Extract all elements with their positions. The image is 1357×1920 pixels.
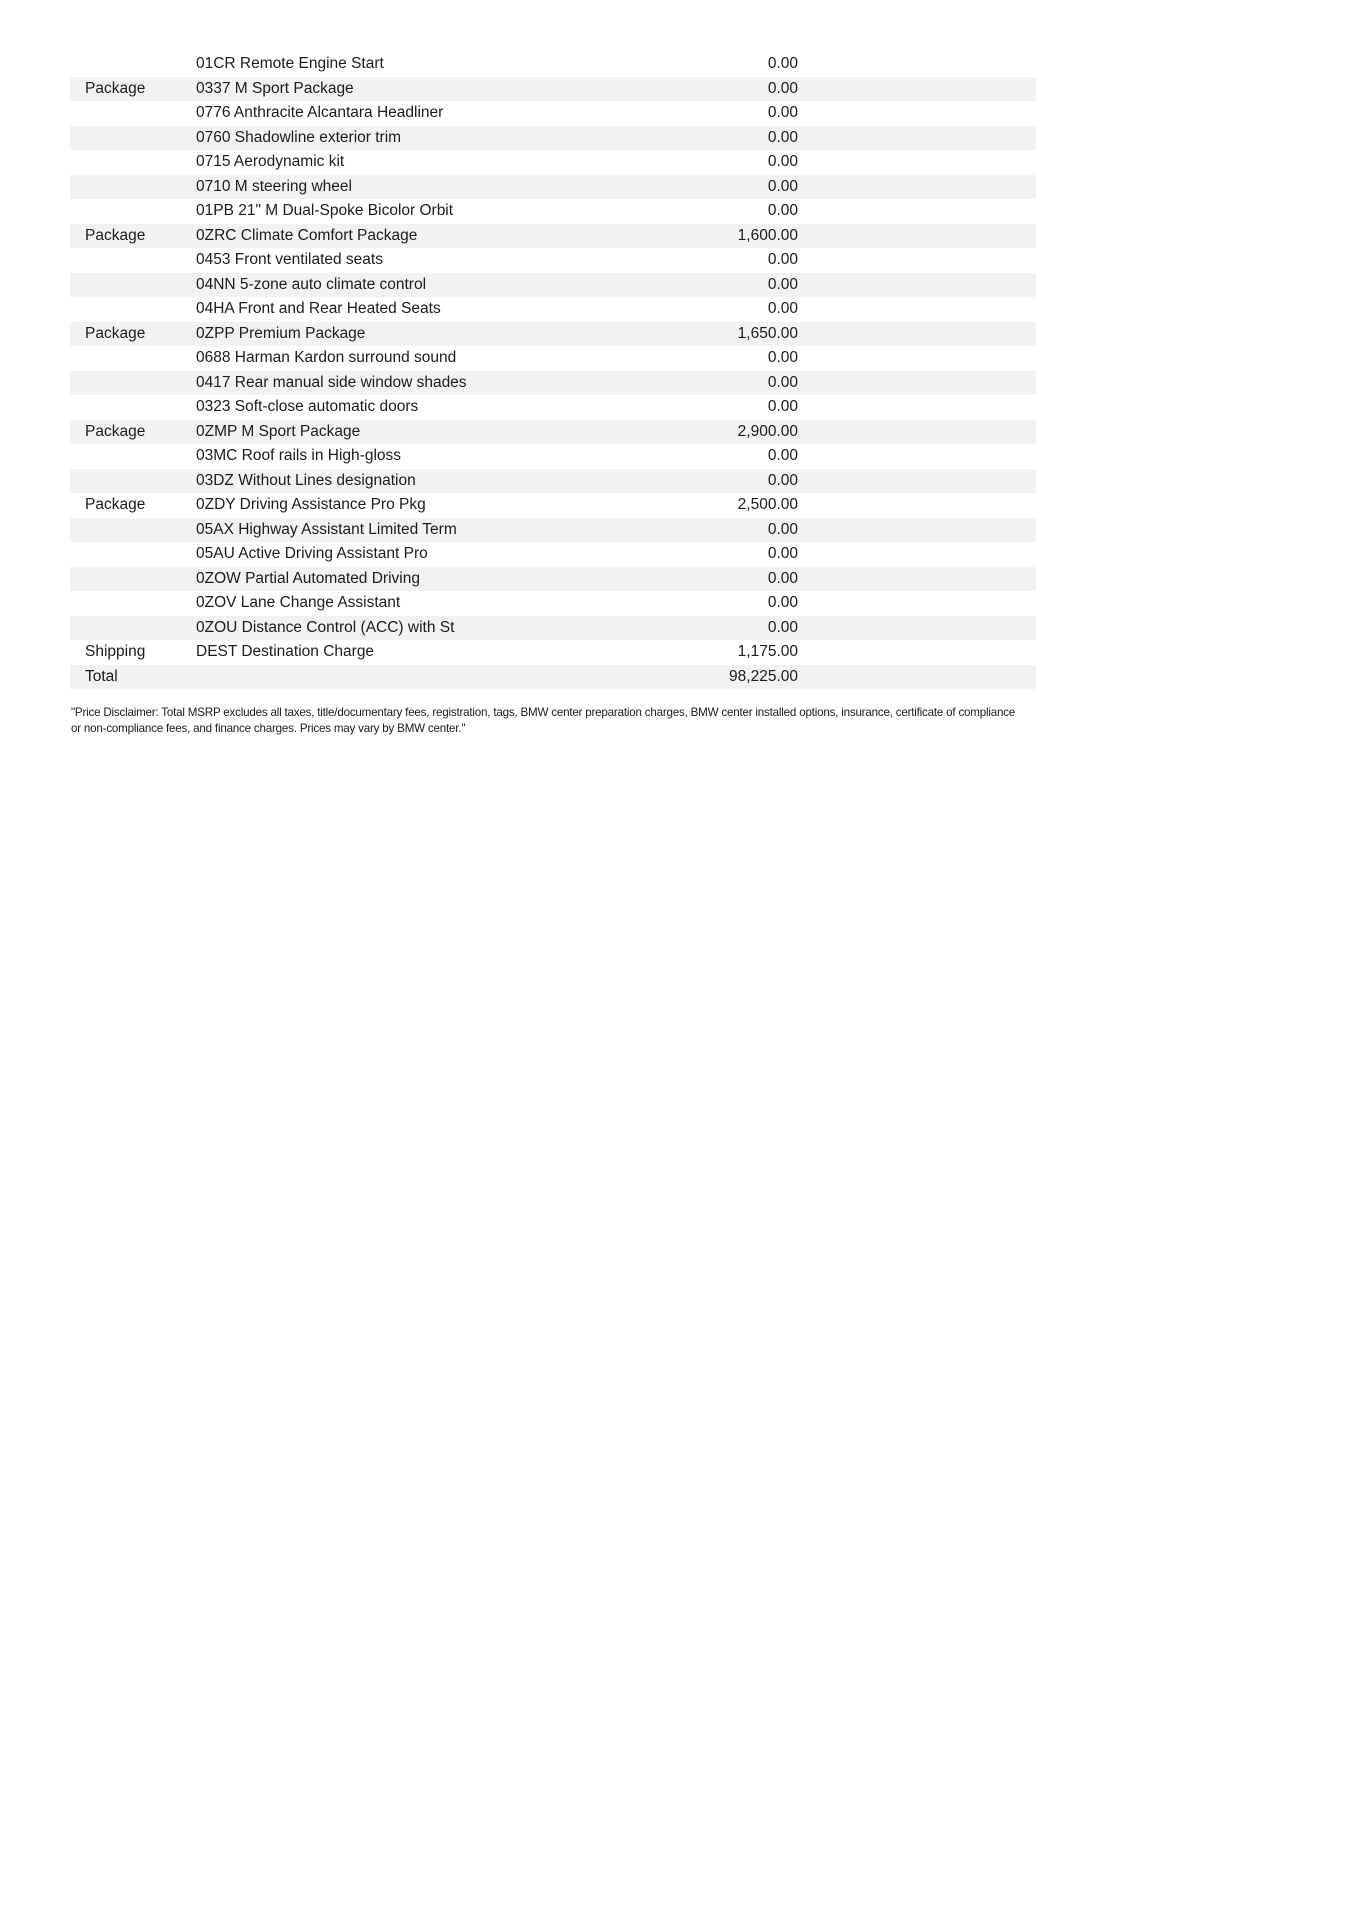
item-cell: 01PB 21" M Dual-Spoke Bicolor Orbit [196,202,454,220]
item-cell: 0ZDY Driving Assistance Pro Pkg [196,496,426,514]
price-cell: 98,225.00 [729,667,798,685]
item-cell: 05AX Highway Assistant Limited Term [196,520,457,538]
table-row [70,665,1036,690]
item-cell: 05AU Active Driving Assistant Pro [196,545,428,563]
price-cell: 0.00 [767,177,798,195]
item-cell: 0760 Shadowline exterior trim [196,128,402,146]
table-row [70,322,1036,347]
price-cell: 0.00 [767,300,798,318]
category-cell: Package [85,324,146,342]
item-cell: 0ZOU Distance Control (ACC) with St [196,618,455,636]
price-cell: 0.00 [767,569,798,587]
item-cell: 0ZRC Climate Comfort Package [196,226,418,244]
price-cell: 0.00 [767,128,798,146]
price-cell: 0.00 [767,373,798,391]
item-cell: 03DZ Without Lines designation [196,471,416,489]
table-row [70,52,1036,77]
item-cell: 0715 Aerodynamic kit [196,153,345,171]
price-cell: 0.00 [767,447,798,465]
price-cell: 0.00 [767,153,798,171]
item-cell: 03MC Roof rails in High-gloss [196,447,402,465]
table-row [70,175,1036,200]
table-row [70,199,1036,224]
item-cell: 0ZOV Lane Change Assistant [196,594,401,612]
item-cell: 0ZMP M Sport Package [196,422,361,440]
price-cell: 0.00 [767,398,798,416]
item-cell: DEST Destination Charge [196,643,375,661]
price-cell: 0.00 [767,251,798,269]
table-row [70,469,1036,494]
table-row [70,77,1036,102]
table-row [70,567,1036,592]
category-cell: Package [85,79,146,97]
item-cell: 0688 Harman Kardon surround sound [196,349,457,367]
table-row [70,126,1036,151]
item-cell: 0710 M steering wheel [196,177,352,195]
table-row [70,542,1036,567]
price-disclaimer: "Price Disclaimer: Total MSRP excludes all taxes, title/documentary fees, registration, tags, BMW center preparation charges, BMW center installed options, insurance, certificate of compliance or non-compliance fees, and finance charges. Prices may vary by BMW center." [71,706,1016,735]
category-cell: Package [85,422,146,440]
price-cell: 0.00 [767,520,798,538]
item-cell: 04HA Front and Rear Heated Seats [196,300,441,318]
price-cell: 1,650.00 [737,324,798,342]
category-cell: Package [85,226,146,244]
table-row [70,101,1036,126]
price-cell: 0.00 [767,202,798,220]
table-row [70,420,1036,445]
table-row [70,150,1036,175]
price-cell: 0.00 [767,104,798,122]
item-cell: 0337 M Sport Package [196,79,354,97]
price-cell: 0.00 [767,618,798,636]
table-row [70,248,1036,273]
table-row [70,591,1036,616]
item-cell: 0ZPP Premium Package [196,324,366,342]
pricing-table [70,52,1036,689]
price-cell: 0.00 [767,275,798,293]
price-cell: 1,600.00 [737,226,798,244]
price-cell: 2,900.00 [737,422,798,440]
item-cell: 0417 Rear manual side window shades [196,373,467,391]
table-row [70,297,1036,322]
table-row [70,224,1036,249]
item-cell: 0453 Front ventilated seats [196,251,383,269]
table-row [70,518,1036,543]
table-row [70,371,1036,396]
item-cell: 0ZOW Partial Automated Driving [196,569,420,587]
price-cell: 0.00 [767,471,798,489]
table-row [70,346,1036,371]
price-cell: 0.00 [767,349,798,367]
price-cell: 0.00 [767,79,798,97]
category-cell: Shipping [85,643,146,661]
category-cell: Package [85,496,146,514]
price-cell: 0.00 [767,55,798,73]
table-row [70,616,1036,641]
table-row [70,493,1036,518]
category-cell: Total [85,667,118,685]
table-row [70,273,1036,298]
price-cell: 1,175.00 [737,643,798,661]
price-cell: 0.00 [767,545,798,563]
item-cell: 04NN 5-zone auto climate control [196,275,427,293]
item-cell: 0323 Soft-close automatic doors [196,398,419,416]
table-row [70,444,1036,469]
item-cell: 0776 Anthracite Alcantara Headliner [196,104,444,122]
price-cell: 0.00 [767,594,798,612]
table-row [70,640,1036,665]
table-row [70,395,1036,420]
price-cell: 2,500.00 [737,496,798,514]
item-cell: 01CR Remote Engine Start [196,55,384,73]
